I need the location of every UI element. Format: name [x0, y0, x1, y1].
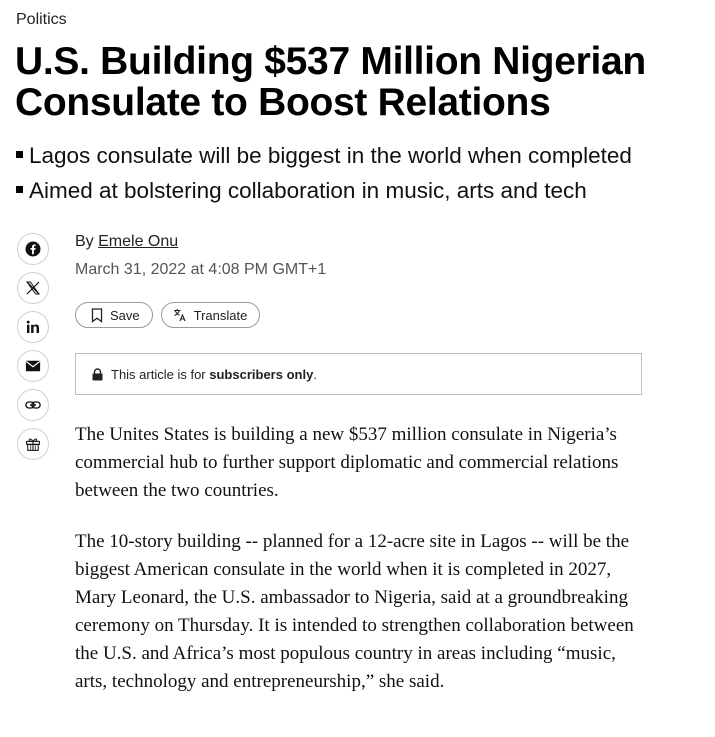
save-button[interactable] — [75, 302, 153, 328]
bookmark-icon — [91, 308, 103, 323]
translate-label: Translate — [193, 307, 248, 323]
article-actions — [75, 302, 260, 328]
link-icon — [24, 396, 42, 414]
summary-bullet: Aimed at bolstering collaboration in music, arts and tech — [16, 173, 706, 208]
x-icon — [24, 279, 42, 297]
headline: U.S. Building $537 Million Nigerian Consulate to Boost Relations — [15, 40, 646, 124]
article-paragraph: The Unites States is building a new $537 million consulate in Nigeria’s commercial hub to further support diplomatic and commercial relations between the two countries. — [75, 424, 619, 501]
category-link[interactable]: Politics — [16, 11, 67, 28]
subscriber-notice — [75, 353, 642, 395]
email-icon — [24, 357, 42, 375]
byline-prefix: By — [75, 233, 94, 250]
author-link[interactable]: Emele Onu — [98, 233, 179, 250]
share-rail — [17, 233, 51, 467]
subscriber-emphasis: subscribers only — [209, 366, 314, 382]
summary-bullets — [16, 138, 706, 208]
facebook-icon — [24, 240, 42, 258]
share-linkedin-button[interactable] — [17, 311, 49, 343]
linkedin-icon — [24, 318, 42, 336]
share-x-button[interactable] — [17, 272, 49, 304]
gift-icon — [24, 435, 42, 453]
gift-article-button[interactable] — [17, 428, 49, 460]
byline — [75, 233, 178, 251]
lock-icon — [92, 368, 103, 381]
save-label: Save — [110, 307, 140, 323]
article-paragraph: The 10-story building -- planned for a 12-acre site in Lagos -- will be the biggest American consulate in the world when it is completed in 2027, Mary Leonard, the U.S. ambassador to Nigeria, said at a groundbreaking ceremony on Thursday. It is intended to strengthen collaboration between the U.S. and Africa’s most populous country in areas including “music, arts, technology and entrepreneurship,” she said. — [75, 531, 634, 692]
share-email-button[interactable] — [17, 350, 49, 382]
copy-link-button[interactable] — [17, 389, 49, 421]
article-body — [75, 421, 645, 719]
summary-bullet: Lagos consulate will be biggest in the world when completed — [16, 138, 706, 173]
publish-timestamp: March 31, 2022 at 4:08 PM GMT+1 — [75, 261, 327, 278]
subscriber-notice-text: This article is for subscribers only. — [111, 366, 317, 382]
translate-icon — [173, 308, 187, 322]
translate-button[interactable] — [161, 302, 261, 328]
share-facebook-button[interactable] — [17, 233, 49, 265]
